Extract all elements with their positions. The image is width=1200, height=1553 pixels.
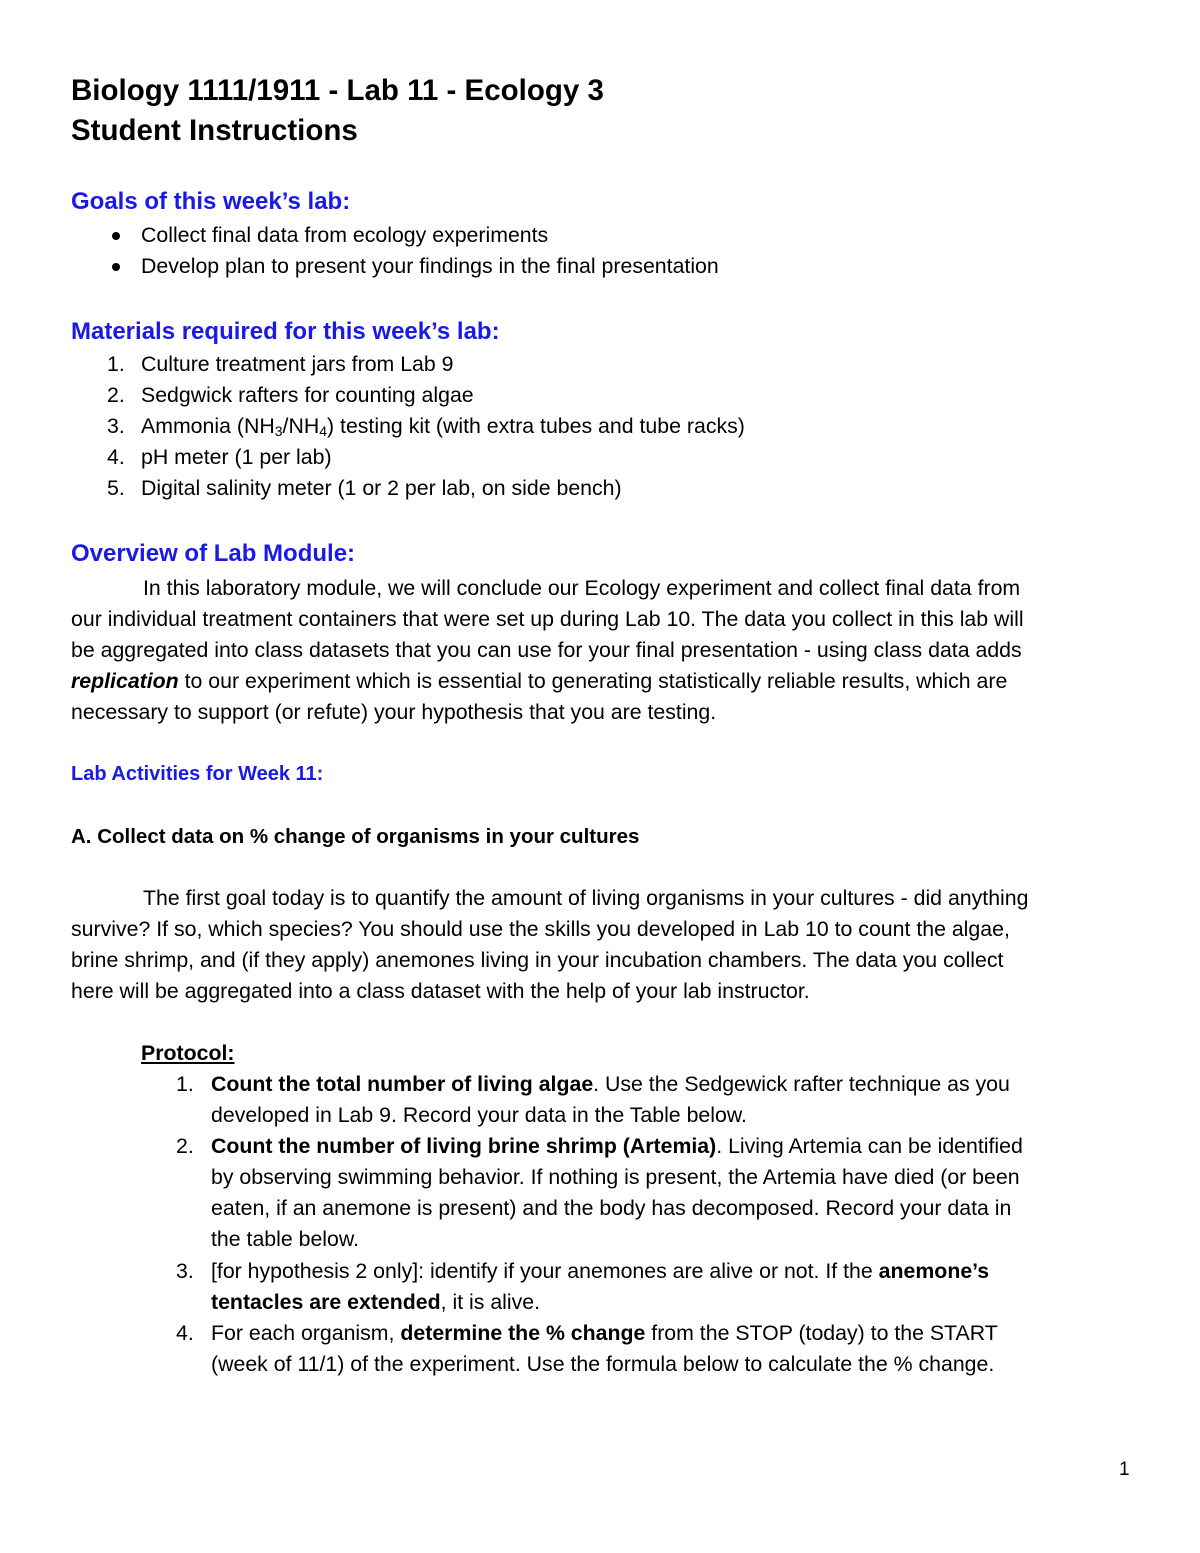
activities-heading: Lab Activities for Week 11: xyxy=(71,763,324,785)
material-item: Culture treatment jars from Lab 9 xyxy=(141,352,454,376)
protocol-step-line: by observing swimming behavior. If nothing is present, the Artemia have died (or been xyxy=(211,1165,1020,1189)
overview-paragraph-line: replication to our experiment which is essential to generating statistically reliable results, which are xyxy=(71,669,1008,693)
protocol-step-line: the table below. xyxy=(211,1227,360,1251)
list-number: 4. xyxy=(176,1321,194,1345)
document-subtitle: Student Instructions xyxy=(71,114,358,147)
section-a-heading: A. Collect data on % change of organisms in your cultures xyxy=(71,825,640,848)
protocol-heading: Protocol: xyxy=(141,1041,235,1065)
document-title: Biology 1111/1911 - Lab 11 - Ecology 3 xyxy=(71,74,604,107)
overview-paragraph-line: In this laboratory module, we will conclude our Ecology experiment and collect final data from xyxy=(143,576,1021,600)
material-item: Sedgwick rafters for counting algae xyxy=(141,383,474,407)
list-number: 2. xyxy=(107,383,125,407)
protocol-step-line: Count the number of living brine shrimp (Artemia). Living Artemia can be identified xyxy=(211,1134,1023,1158)
section-a-paragraph-line: brine shrimp, and (if they apply) anemones living in your incubation chambers. The data you collect xyxy=(71,948,1004,972)
overview-paragraph-line: necessary to support (or refute) your hypothesis that you are testing. xyxy=(71,700,717,724)
list-number: 3. xyxy=(176,1259,194,1283)
protocol-step-line: Count the total number of living algae. Use the Sedgewick rafter technique as you xyxy=(211,1072,1010,1096)
list-number: 5. xyxy=(107,476,125,500)
protocol-step-line: tentacles are extended, it is alive. xyxy=(211,1290,541,1314)
page-number: 1 xyxy=(1119,1459,1130,1480)
protocol-step-line: eaten, if an anemone is present) and the body has decomposed. Record your data in xyxy=(211,1196,1012,1220)
list-number: 3. xyxy=(107,414,125,438)
protocol-step-line: For each organism, determine the % change from the STOP (today) to the START xyxy=(211,1321,998,1345)
material-item: Digital salinity meter (1 or 2 per lab, on side bench) xyxy=(141,476,622,500)
goal-item: Develop plan to present your findings in the final presentation xyxy=(141,254,719,278)
bullet-icon xyxy=(112,263,120,271)
list-number: 1. xyxy=(107,352,125,376)
materials-heading: Materials required for this week’s lab: xyxy=(71,318,500,345)
list-number: 2. xyxy=(176,1134,194,1158)
list-number: 1. xyxy=(176,1072,194,1096)
section-a-paragraph-line: The first goal today is to quantify the amount of living organisms in your cultures - did anything xyxy=(143,886,1029,910)
overview-paragraph-line: be aggregated into class datasets that you can use for your final presentation - using class data adds xyxy=(71,638,1022,662)
material-item: pH meter (1 per lab) xyxy=(141,445,332,469)
protocol-step-line: [for hypothesis 2 only]: identify if your anemones are alive or not. If the anemone’s xyxy=(211,1259,990,1283)
section-a-paragraph-line: here will be aggregated into a class dataset with the help of your lab instructor. xyxy=(71,979,810,1003)
replication-emphasis: replication xyxy=(71,669,179,693)
goal-item: Collect final data from ecology experiments xyxy=(141,223,549,247)
bullet-icon xyxy=(112,232,120,240)
protocol-step-line: developed in Lab 9. Record your data in the Table below. xyxy=(211,1103,747,1127)
overview-paragraph-line: our individual treatment containers that were set up during Lab 10. The data you collect in this lab will xyxy=(71,607,1024,631)
protocol-step-line: (week of 11/1) of the experiment. Use the formula below to calculate the % change. xyxy=(211,1352,995,1376)
material-item: Ammonia $(NH_3/NH_4)$ testing kit (with extra tubes and tube racks) xyxy=(141,414,745,439)
list-number: 4. xyxy=(107,445,125,469)
section-a-paragraph-line: survive? If so, which species? You should use the skills you developed in Lab 10 to count the algae, xyxy=(71,917,1010,941)
overview-heading: Overview of Lab Module: xyxy=(71,540,356,567)
goals-heading: Goals of this week’s lab: xyxy=(71,188,351,215)
